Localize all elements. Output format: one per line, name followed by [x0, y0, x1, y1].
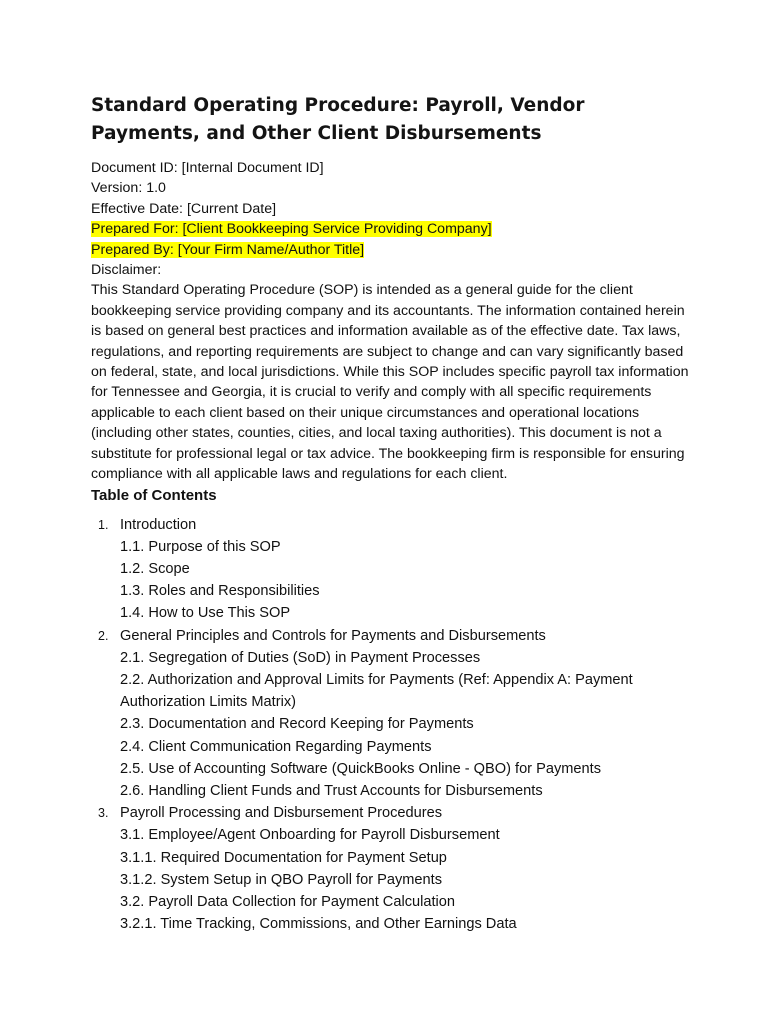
document-version: Version: 1.0 — [91, 180, 166, 197]
toc-subsection: 3.1. Employee/Agent Onboarding for Payroll Disbursement — [120, 827, 500, 844]
toc-subsection: 1.4. How to Use This SOP — [120, 605, 291, 622]
toc-heading: Table of Contents — [91, 486, 217, 504]
toc-subsection: 3.2. Payroll Data Collection for Payment Calculation — [120, 893, 456, 910]
toc-section-3 — [91, 802, 691, 935]
toc-section-label: General Principles and Controls for Payments and Disbursements — [120, 627, 546, 644]
toc-subsection: 2.2. Authorization and Approval Limits for Payments (Ref: Appendix A: Payment Authorization Limits Matrix) — [120, 671, 633, 711]
toc-section-number: 2. — [98, 628, 109, 643]
toc-section-label: Payroll Processing and Disbursement Procedures — [120, 805, 443, 822]
disclaimer-label: Disclaimer: — [91, 262, 162, 279]
toc-subsection: 1.3. Roles and Responsibilities — [120, 583, 320, 600]
toc-subsection: 2.3. Documentation and Record Keeping for Payments — [120, 716, 474, 733]
toc-section-label: Introduction — [120, 516, 197, 533]
effective-date: Effective Date: [Current Date] — [91, 200, 277, 217]
prepared-by-highlighted: Prepared By: [Your Firm Name/Author Title] — [91, 241, 365, 258]
document-title: Standard Operating Procedure: Payroll, Vendor Payments, and Other Client Disbursements — [91, 95, 585, 144]
toc-subsection: 2.4. Client Communication Regarding Payments — [120, 738, 432, 755]
toc-subsection: 1.1. Purpose of this SOP — [120, 538, 281, 555]
toc-section-2 — [91, 625, 691, 803]
toc-subsection: 3.2.1. Time Tracking, Commissions, and Other Earnings Data — [120, 916, 517, 933]
toc-subsection: 2.1. Segregation of Duties (SoD) in Payment Processes — [120, 649, 481, 666]
toc-section-number: 3. — [98, 806, 109, 821]
toc-subsection: 3.1.2. System Setup in QBO Payroll for Payments — [120, 871, 443, 888]
toc-subsection: 1.2. Scope — [120, 560, 190, 577]
toc-section-number: 1. — [98, 517, 109, 532]
document-meta — [91, 158, 691, 280]
table-of-contents — [91, 514, 691, 936]
document-id: Document ID: [Internal Document ID] — [91, 160, 324, 176]
document-page — [91, 92, 691, 935]
disclaimer-text: This Standard Operating Procedure (SOP) is intended as a general guide for the client bookkeeping service providing company and its accountants. The information contained herein is based on general best practices and information available as of the effective date. Tax laws, regulations, and reporting requirements are subject to change and can vary significantly based on federal, state, and local jurisdictions. While this SOP includes specific payroll tax information for Tennessee and Georgia, it is crucial to verify and comply with all specific requirements applicable to each client based on their unique circumstances and operational locations (including other states, counties, cities, and local taxing authorities). This document is not a substitute for professional legal or tax advice. The bookkeeping firm is responsible for ensuring compliance with all applicable laws and regulations for each client. — [91, 282, 689, 483]
toc-subsection: 2.5. Use of Accounting Software (QuickBooks Online - QBO) for Payments — [120, 760, 601, 777]
toc-section-1 — [91, 514, 691, 625]
toc-subsection: 2.6. Handling Client Funds and Trust Accounts for Disbursements — [120, 782, 543, 799]
prepared-for-highlighted: Prepared For: [Client Bookkeeping Service Providing Company] — [91, 221, 492, 238]
toc-subsection: 3.1.1. Required Documentation for Payment Setup — [120, 849, 447, 866]
